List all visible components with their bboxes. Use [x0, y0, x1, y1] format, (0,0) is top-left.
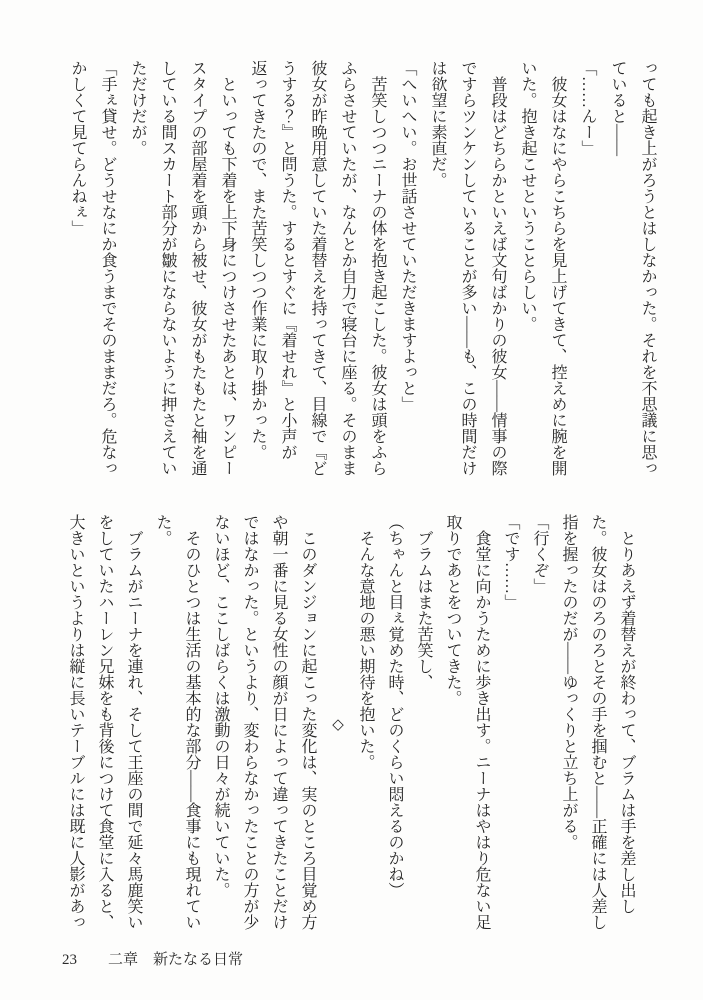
paragraph: 苦笑しつつニーナの体を抱き起こした。彼女は頭をふらふらさせていたが、なんとか自力で寝台に座る。そのまま彼女が昨晩用意していた着替えを持ってきて、目線で『どうする？』と問うた。するとすぐに『着せれ』と小声が返ってきたので、また苦笑しつつ作業に取り掛かった。 [249, 60, 386, 476]
paragraph: ブラムはまた苦笑し、 [415, 530, 432, 690]
dialogue-line: 「へいへい。お世話させていただきますよっと」 [399, 60, 416, 412]
paragraph: 普段はどちらかといえば文句ばかりの彼女――情事の際ですらツンケンしていることが多い――も、この時間だけは欲望に素直だ。 [429, 60, 506, 476]
paragraph: っても起き上がろうとはしなかった。それを不思議に思っていると―― [609, 60, 656, 476]
paragraph: そのひとつは生活の基本的な部分――食事にも現れていた。 [154, 514, 200, 930]
page-number: 23 [62, 952, 77, 968]
chapter-title: 二章 新たなる日常 [108, 952, 244, 968]
paragraph: 彼女はなにやらこちらを見上げてきて、控えめに腕を開いた。抱き起こせということらしい。 [519, 60, 566, 476]
page-text-upper [62, 60, 662, 479]
paragraph: ブラムがニーナを連れ、そして王座の間で延々馬鹿笑いをしていたハーレン兄妹をも背後につけて食堂に入ると、大きいというよりは縦に長いテーブルには既に人影があっ [67, 514, 142, 930]
dialogue-line: 「行くぞ」 [531, 514, 548, 594]
page-text-lower [61, 514, 641, 933]
section-divider: ◇ [329, 714, 345, 733]
page-footer [62, 948, 243, 969]
dialogue-line: 「……んー」 [579, 60, 596, 156]
paragraph: 食堂に向かうために歩き出す。ニーナはやはり危ない足取りであとをついてきた。 [444, 514, 490, 930]
dialogue-line: 「です……」 [502, 514, 519, 610]
paragraph: そんな意地の悪い期待を抱いた。 [357, 530, 374, 770]
monologue-line: （ちゃんと目ぇ覚めた時、どのくらい悶えるのかね） [386, 514, 403, 898]
paragraph: といっても下着を上下身につけさせたあとは、ワンピースタイプの部屋着を頭から被せ、彼女がもたもたと袖を通している間スカート部分が皺にならないように押さえていただけだが。 [129, 60, 236, 476]
paragraph: とりあえず着替えが終わって、ブラムは手を差し出した。彼女はのろのろとその手を掴むと――正確には人差し指を握ったのだが――ゆっくりと立ち上がる。 [560, 514, 635, 930]
dialogue-line: 「手ぇ貸せ。どうせなにか食うまでそのままだろ。危なっかしくて見てらんねぇ」 [69, 60, 116, 476]
paragraph: このダンジョンに起こった変化は、実のところ目覚め方や朝一番に見る女性の顔が日によって違ってきたことだけではなかった。というより、変わらなかったことの方が少ないほど、ここしばらくは激動の日々が続いていた。 [212, 514, 316, 930]
